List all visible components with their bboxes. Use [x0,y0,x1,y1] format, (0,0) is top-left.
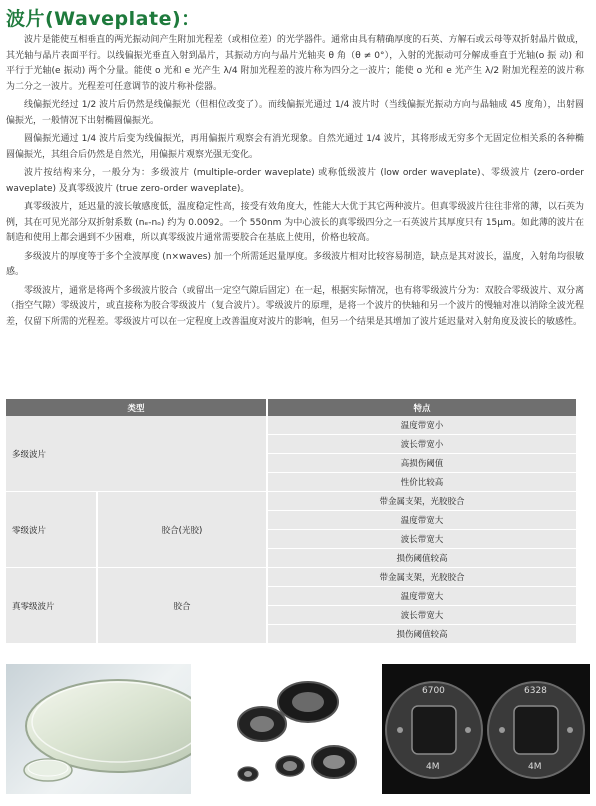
feature-cell: 损伤阈值较高 [267,625,576,644]
subtype-cell: 胶合 [97,568,267,644]
column-header-type: 类型 [6,399,267,416]
feature-cell: 波长带宽大 [267,606,576,625]
table-header-row [6,399,576,416]
waveplate-spec-table [6,399,576,644]
mount-label: 4M [426,762,440,772]
paragraph: 线偏振光经过 1/2 波片后仍然是线偏振光（但相位改变了）。而线偏振光通过 1/4 波片时（当线偏振光振动方向与晶轴成 45 度角），出射圆偏振光，一般情况下出射椭圆偏振光。 [6,100,584,126]
type-cell: 真零级波片 [6,568,97,644]
table-row [6,568,576,587]
feature-cell: 温度带宽小 [267,416,576,435]
labeled-mount-photo [382,664,590,794]
mount-label: 6700 [422,686,445,696]
paragraph: 零级波片，通常是将两个多级波片胶合（或留出一定空气隙后固定）在一起，根据实际情况，也有将零级波片分为：双胶合零级波片、双分离（指空气隙）零级波片，或直接称为胶合零级波片（复合波片）。零级波片的原理，是将一个波片的快轴和另一个波片的慢轴对准以消除全波光程差，仅留下所需的光程差。零级波片可以在一定程度上改善温度对波片的影响，但另一个结果是其增加了波片延迟量对入射角度及波长的敏感性。 [6,285,584,327]
feature-cell: 带金属支架，光胶胶合 [267,568,576,587]
feature-cell: 高损伤阈值 [267,454,576,473]
feature-cell: 损伤阈值较高 [267,549,576,568]
product-photo-strip [6,664,590,794]
feature-cell: 波长带宽小 [267,435,576,454]
feature-cell: 性价比较高 [267,473,576,492]
type-cell: 多级波片 [6,416,267,492]
column-header-features: 特点 [267,399,576,416]
mounted-waveplate-photo [204,664,369,794]
subtype-cell: 胶合(光胶) [97,492,267,568]
paragraph: 圆偏振光通过 1/4 波片后变为线偏振光，再用偏振片观察会有消光现象。自然光通过 1/4 波片，其将形成无穷多个无固定位相关系的各种椭圆偏振光，其组合后仍然是自然光，用偏振片观察光强无变化。 [6,134,584,160]
paragraph: 波片按结构来分，一般分为：多级波片 (multiple-order waveplate) 或称低级波片 (low order waveplate)、零级波片 (zero-order waveplate) 及真零级波片 (true zero-order waveplate)。 [6,168,584,194]
table-row [6,492,576,511]
feature-cell: 波长带宽大 [267,530,576,549]
table-row [6,416,576,435]
feature-cell: 带金属支架，光胶胶合 [267,492,576,511]
page-title: 波片(Waveplate)： [6,8,201,30]
type-cell: 零级波片 [6,492,97,568]
paragraph: 波片是能使互相垂直的两光振动间产生附加光程差（或相位差）的光学器件。通常由具有精确厚度的石英、方解石或云母等双折射晶片做成，其光轴与晶片表面平行。以线偏振光垂直入射到晶片，其振动方向与晶片光轴夹 θ 角（θ ≠ 0°），入射的光振动可分解成垂直于光轴(o 振 动) 和平行于光轴(e 振动) 两个分量。能使 o 光和 e 光产生 λ/4 附加光程差的波片称为四分之一波片；能使 o 光和 e 光产生 λ/2 附加光程差的波片称为二分之一波片。光程差可任意调节的波片称补偿器。 [6,35,584,92]
mount-label: 6328 [524,686,547,696]
waveplate-disc-photo [6,664,191,794]
paragraph: 多级波片的厚度等于多个全波厚度 (n×waves) 加一个所需延迟量厚度。多级波片相对比较容易制造，缺点是其对波长，温度，入射角均很敏感。 [6,251,584,277]
article-body [6,33,584,333]
mount-label: 4M [528,762,542,772]
feature-cell: 温度带宽大 [267,511,576,530]
feature-cell: 温度带宽大 [267,587,576,606]
paragraph: 真零级波片，延迟量的波长敏感度低，温度稳定性高，接受有效角度大，性能大大优于其它两种波片。但真零级波片往往非常的薄，以石英为例，其在可见光部分双折射系数 (nₑ-nₒ) 约为 0.0092。一个 550nm 为中心波长的真零级四分之一石英波片其厚度只有 15μm。如此薄的波片在制造和使用上都会遇到不少困难，所以真零级波片通常需要胶合在基底上使用，价格也较高。 [6,202,584,243]
